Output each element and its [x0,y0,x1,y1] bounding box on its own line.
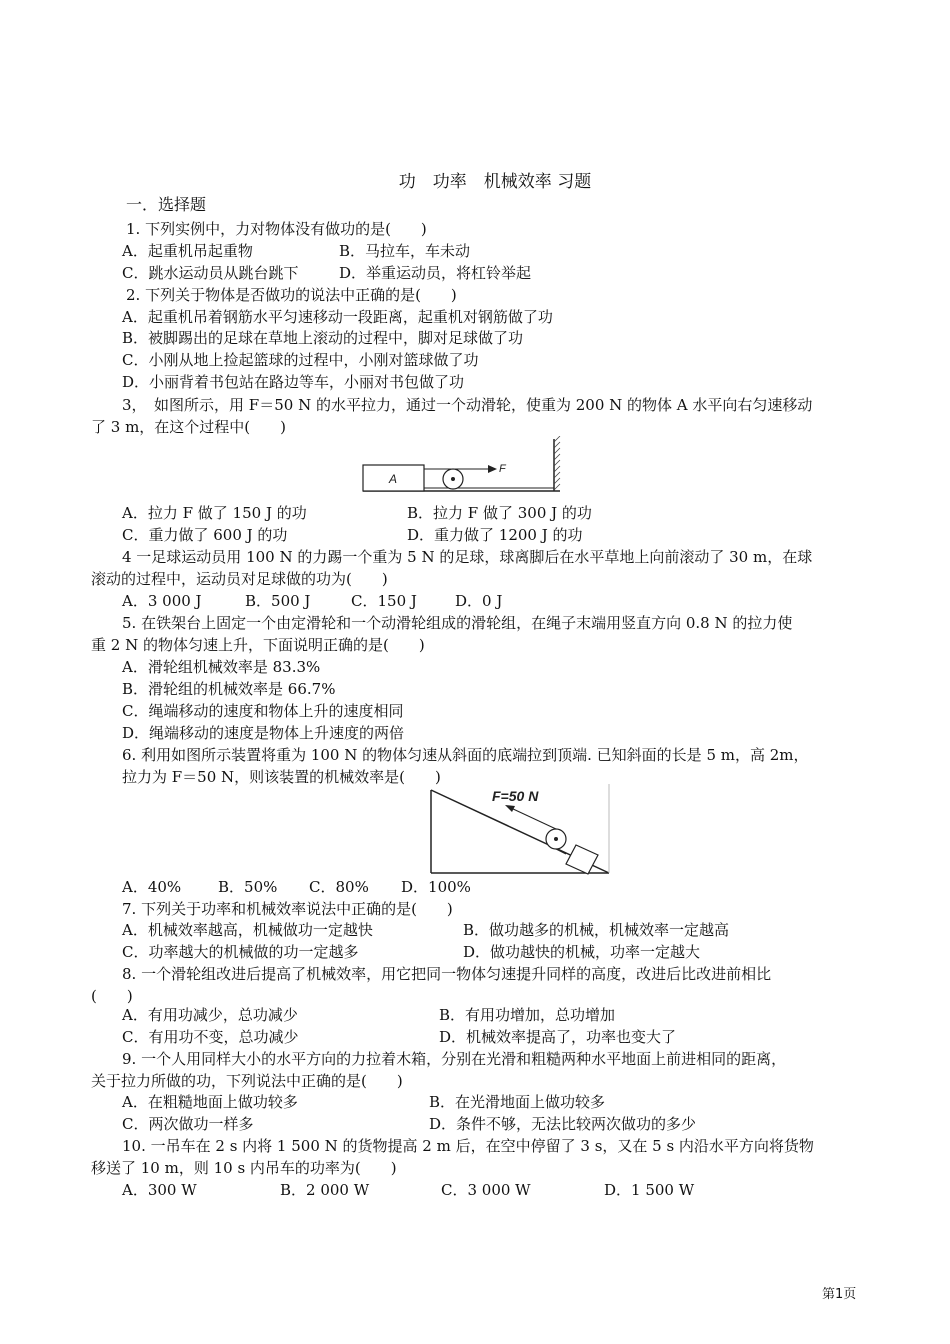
q3-option-d: D．重力做了 1200 J 的功 [407,526,583,544]
q2-stem: 2. 下列关于物体是否做功的说法中正确的是( ) [126,286,457,304]
q5-option-d: D．绳端移动的速度是物体上升速度的两倍 [122,724,405,742]
q1-option-d: D．举重运动员，将杠铃举起 [339,264,532,282]
q3-force-label: F [499,463,506,475]
q3-option-a: A．拉力 F 做了 150 J 的功 [122,504,307,522]
q6-option-c: C．80% [309,878,369,896]
q2-option-c: C．小刚从地上捡起篮球的过程中，小刚对篮球做了功 [122,351,479,369]
q2-option-a: A．起重机吊着钢筋水平匀速移动一段距离，起重机对钢筋做了功 [122,308,553,326]
q10-option-a: A．300 W [122,1181,197,1199]
q7-option-d: D．做功越快的机械，功率一定越大 [463,943,701,961]
q1-option-b: B．马拉车，车未动 [339,242,471,260]
q3-pulley-figure [357,436,563,504]
q5-option-a: A．滑轮组机械效率是 83.3% [122,658,321,676]
q9-option-c: C．两次做功一样多 [122,1115,254,1133]
q8-stem-line1: 8. 一个滑轮组改进后提高了机械效率，用它把同一物体匀速提升同样的高度，改进后比改进前相比 [122,965,772,983]
q9-option-b: B．在光滑地面上做功较多 [429,1093,606,1111]
q10-option-d: D．1 500 W [604,1181,695,1199]
q6-option-d: D．100% [401,878,471,896]
q7-stem: 7. 下列关于功率和机械效率说法中正确的是( ) [122,900,453,918]
q4-option-a: A．3 000 J [122,592,202,610]
q5-stem-line2: 重 2 N 的物体匀速上升，下面说明正确的是( ) [91,636,425,654]
q1-option-c: C．跳水运动员从跳台跳下 [122,264,299,282]
q6-option-b: B．50% [218,878,278,896]
page-title: 功 功率 机械效率 习题 [398,172,592,192]
q8-stem-line2: ( ) [91,987,133,1005]
q9-option-a: A．在粗糙地面上做功较多 [122,1093,298,1111]
q8-option-b: B．有用功增加，总功增加 [439,1006,616,1024]
q6-stem-line2: 拉力为 F＝50 N，则该装置的机械效率是( ) [122,768,441,786]
q2-option-d: D．小丽背着书包站在路边等车，小丽对书包做了功 [122,373,465,391]
q10-option-b: B．2 000 W [280,1181,370,1199]
q6-incline-figure [428,782,612,876]
q2-option-b: B．被脚踢出的足球在草地上滚动的过程中，脚对足球做了功 [122,329,524,347]
q7-option-c: C．功率越大的机械做的功一定越多 [122,943,359,961]
q5-option-b: B．滑轮组的机械效率是 66.7% [122,680,336,698]
q10-option-c: C．3 000 W [441,1181,531,1199]
q7-option-a: A．机械效率越高，机械做功一定越快 [122,921,373,939]
q3-stem-line1: 3， 如图所示，用 F＝50 N 的水平拉力，通过一个动滑轮，使重为 200 N 的物体 A 水平向右匀速移动 [122,396,813,414]
q3-stem-line2: 了 3 m，在这个过程中( ) [91,418,287,436]
q9-stem-line2: 关于拉力所做的功，下列说法中正确的是( ) [91,1072,403,1090]
q6-option-a: A．40% [122,878,182,896]
q7-option-b: B．做功越多的机械，机械效率一定越高 [463,921,730,939]
q8-option-d: D．机械效率提高了，功率也变大了 [439,1028,677,1046]
q1-stem: 1. 下列实例中，力对物体没有做功的是( ) [126,220,427,238]
section-heading: 一．选择题 [126,195,207,214]
page-number: 第1页 [822,1287,857,1302]
q10-stem-line1: 10. 一吊车在 2 s 内将 1 500 N 的货物提高 2 m 后，在空中停留了 3 s，又在 5 s 内沿水平方向将货物 [122,1137,814,1155]
q4-option-c: C．150 J [351,592,417,610]
q8-option-c: C．有用功不变，总功减少 [122,1028,299,1046]
q9-option-d: D．条件不够，无法比较两次做功的多少 [429,1115,697,1133]
q6-stem-line1: 6. 利用如图所示装置将重为 100 N 的物体匀速从斜面的底端拉到顶端. 已知斜面的长是 5 m，高 2m， [122,746,809,764]
q4-stem-line2: 滚动的过程中，运动员对足球做的功为( ) [91,570,388,588]
q3-option-c: C．重力做了 600 J 的功 [122,526,288,544]
q6-force-label: F=50 N [492,788,539,804]
q9-stem-line1: 9. 一个人用同样大小的水平方向的力拉着木箱，分别在光滑和粗糙两种水平地面上前进相同的距离， [122,1050,787,1068]
q8-option-a: A．有用功减少，总功减少 [122,1006,298,1024]
q3-block-label: A [388,472,398,486]
q4-option-d: D．0 J [455,592,503,610]
q3-option-b: B．拉力 F 做了 300 J 的功 [407,504,592,522]
q4-stem-line1: 4 一足球运动员用 100 N 的力踢一个重为 5 N 的足球，球离脚后在水平草地上向前滚动了 30 m，在球 [122,548,813,566]
q1-option-a: A．起重机吊起重物 [122,242,253,260]
q10-stem-line2: 移送了 10 m，则 10 s 内吊车的功率为( ) [91,1159,397,1177]
q5-stem-line1: 5. 在铁架台上固定一个由定滑轮和一个动滑轮组成的滑轮组，在绳子末端用竖直方向 0.8 N 的拉力使 [122,614,793,632]
q4-option-b: B．500 J [245,592,311,610]
q5-option-c: C．绳端移动的速度和物体上升的速度相同 [122,702,404,720]
